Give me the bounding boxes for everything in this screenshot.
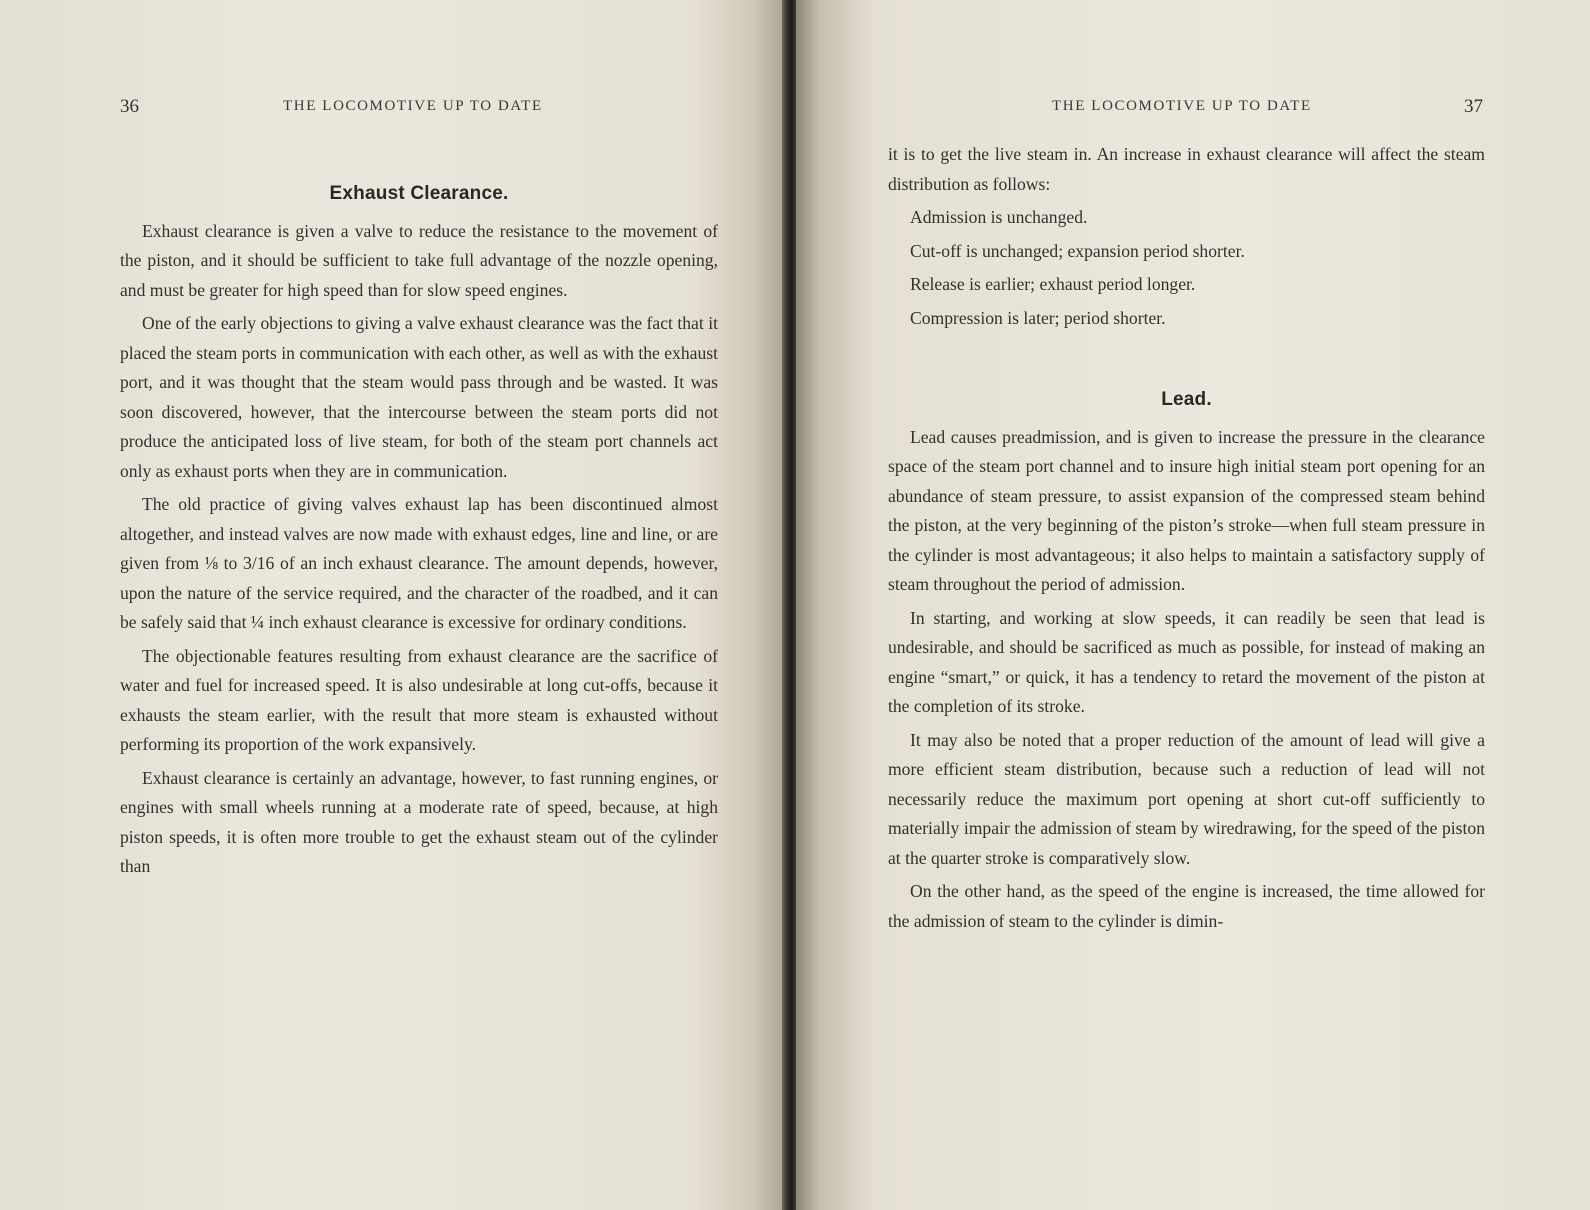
right-page: [796, 0, 1590, 1210]
right-text-column: [888, 140, 1485, 940]
effect-line: Cut-off is unchanged; expansion period shorter.: [910, 240, 1245, 261]
left-running-header: THE LOCOMOTIVE UP TO DATE: [283, 98, 543, 114]
left-page-number: 36: [120, 96, 139, 117]
left-paragraph: Exhaust clearance is certainly an advantage, however, to fast running engines, or engines with small wheels running at a moderate rate of speed, because, at high piston speeds, it is often more trouble to get the exhaust steam out of the cylinder than: [120, 767, 718, 876]
right-paragraph: It may also be noted that a proper reduction of the amount of lead will give a more efficient steam distribution, because such a reduction of lead will not necessarily reduce the maximum port opening at short cut-off sufficiently to materially impair the admission of steam by wiredrawing, for the speed of the piston at the quarter stroke is comparatively slow.: [888, 729, 1485, 868]
section-spacer: [888, 337, 1485, 385]
effect-line: Release is earlier; exhaust period longer.: [910, 274, 1196, 294]
lead-heading: Lead.: [1161, 389, 1212, 410]
right-paragraph: On the other hand, as the speed of the engine is increased, the time allowed for the admission of steam to the cylinder is dimin-: [888, 881, 1485, 931]
effect-line: Compression is later; period shorter.: [910, 307, 1166, 328]
left-page: [0, 0, 786, 1210]
effect-line: Admission is unchanged.: [910, 207, 1088, 227]
right-paragraph: Lead causes preadmission, and is given to increase the pressure in the clearance space of the steam port channel and to insure high initial steam port opening for an abundance of steam pressure, to assist expansion of the compressed steam behind the piston, at the very beginning of the piston’s stroke—when full steam pressure in the cylinder is most advantageous; it also helps to maintain a satisfactory supply of steam throughout the period of admission.: [888, 426, 1485, 594]
left-paragraph: Exhaust clearance is given a valve to reduce the resistance to the movement of the piston, and it should be sufficient to take full advantage of the nozzle opening, and must be greater for high speed than for slow speed engines.: [120, 220, 718, 300]
left-text-column: [120, 179, 718, 886]
right-paragraph: In starting, and working at slow speeds, it can readily be seen that lead is undesirable, and should be sacrificed as much as possible, for instead of making an engine “smart,” or quick, it has a tendency to retard the movement of the piston at the completion of its stroke.: [888, 607, 1485, 716]
right-page-number: 37: [1464, 96, 1483, 117]
left-paragraph: The old practice of giving valves exhaust lap has been discontinued almost altogether, and instead valves are now made with exhaust edges, line and line, or are given from ⅛ to 3/16 of an inch exhaust clearance. The amount depends, however, upon the nature of the service required, and the character of the roadbed, and it can be safely said that ¼ inch exhaust clearance is excessive for ordinary conditions.: [120, 494, 718, 632]
exhaust-clearance-heading: Exhaust Clearance.: [329, 183, 509, 204]
right-running-header: THE LOCOMOTIVE UP TO DATE: [1052, 98, 1312, 114]
left-paragraph: The objectionable features resulting from exhaust clearance are the sacrifice of water and fuel for increased speed. It is also undesirable at long cut-offs, because it exhausts the steam earlier, with the result that more steam is exhausted without performing its proportion of the work expansively.: [120, 645, 718, 754]
left-paragraph: One of the early objections to giving a valve exhaust clearance was the fact that it placed the steam ports in communication with each other, as well as with the exhaust port, and it was thought that the steam would pass through and be wasted. It was soon discovered, however, that the intercourse between the steam ports did not produce the anticipated loss of live steam, for both of the steam port channels act only as exhaust ports when they are in communication.: [120, 313, 718, 481]
continuation-paragraph: it is to get the live steam in. An increase in exhaust clearance will affect the steam distribution as follows:: [888, 144, 1485, 194]
